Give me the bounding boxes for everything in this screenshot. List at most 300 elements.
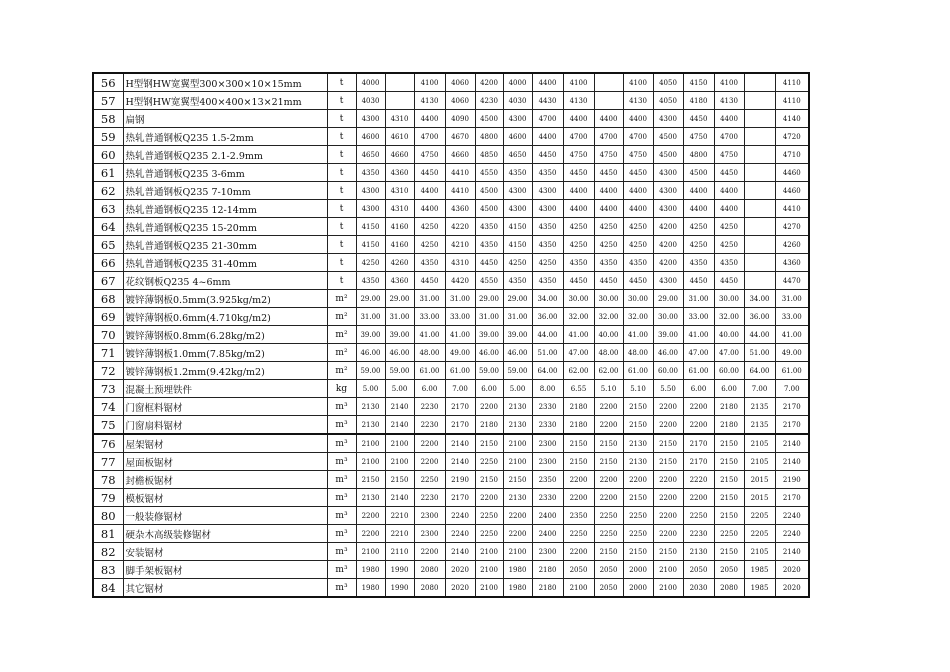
unit-cell: m³	[327, 543, 356, 561]
price-cell: 4450	[714, 164, 744, 182]
price-cell	[744, 272, 775, 290]
price-cell: 4300	[356, 200, 385, 218]
price-cell: 2200	[414, 453, 445, 471]
price-cell: 2180	[714, 416, 744, 435]
price-cell: 4350	[503, 164, 532, 182]
price-cell	[744, 164, 775, 182]
price-cell: 2015	[744, 489, 775, 507]
price-cell: 4250	[414, 236, 445, 254]
price-cell: 4300	[503, 110, 532, 128]
table-row	[93, 182, 809, 200]
material-name: 屋面板锯材	[123, 453, 327, 471]
price-cell: 46.00	[385, 344, 414, 362]
price-cell: 4150	[683, 73, 714, 92]
price-cell	[744, 92, 775, 110]
price-cell: 2130	[503, 489, 532, 507]
price-cell: 36.00	[744, 308, 775, 326]
price-cell: 2150	[714, 543, 744, 561]
row-number: 79	[93, 489, 123, 507]
material-name: 热轧普通钢板Q235 2.1-2.9mm	[123, 146, 327, 164]
price-cell: 2200	[683, 416, 714, 435]
price-cell: 4610	[385, 128, 414, 146]
price-cell: 2200	[653, 525, 683, 543]
table-row	[93, 290, 809, 308]
material-name: 混凝土预埋铁件	[123, 380, 327, 398]
table-row	[93, 398, 809, 416]
price-cell: 2080	[414, 579, 445, 598]
price-cell: 4300	[356, 182, 385, 200]
price-cell: 4000	[503, 73, 532, 92]
price-cell: 2300	[414, 525, 445, 543]
price-cell: 41.00	[775, 326, 809, 344]
row-number: 57	[93, 92, 123, 110]
price-cell: 4310	[385, 182, 414, 200]
price-cell: 2250	[683, 507, 714, 525]
material-name: 热轧普通钢板Q235 15-20mm	[123, 218, 327, 236]
price-cell: 46.00	[356, 344, 385, 362]
price-cell: 4100	[623, 73, 653, 92]
price-cell: 2150	[623, 398, 653, 416]
table-row	[93, 471, 809, 489]
material-name: 屋架锯材	[123, 434, 327, 453]
price-cell: 4500	[653, 128, 683, 146]
price-cell: 4800	[475, 128, 503, 146]
material-name: 热轧普通钢板Q235 31-40mm	[123, 254, 327, 272]
price-cell: 2140	[385, 416, 414, 435]
unit-cell: m³	[327, 434, 356, 453]
price-cell: 4310	[385, 200, 414, 218]
unit-cell: m²	[327, 326, 356, 344]
material-name: 安装锯材	[123, 543, 327, 561]
price-cell: 4250	[356, 254, 385, 272]
material-name: 热轧普通钢板Q235 1.5-2mm	[123, 128, 327, 146]
price-cell: 4150	[503, 236, 532, 254]
price-cell: 2180	[563, 416, 594, 435]
price-cell: 5.00	[385, 380, 414, 398]
price-cell: 33.00	[414, 308, 445, 326]
table-row	[93, 254, 809, 272]
price-cell: 2130	[503, 398, 532, 416]
price-cell: 4650	[503, 146, 532, 164]
row-number: 60	[93, 146, 123, 164]
price-cell: 2230	[414, 489, 445, 507]
price-cell: 4400	[594, 110, 623, 128]
price-cell: 2150	[653, 453, 683, 471]
price-cell: 2150	[714, 453, 744, 471]
price-cell: 6.55	[563, 380, 594, 398]
price-sheet	[92, 72, 810, 598]
price-cell: 2150	[594, 434, 623, 453]
price-cell: 2020	[445, 561, 475, 579]
table-body	[93, 73, 809, 597]
price-cell: 4450	[594, 272, 623, 290]
price-cell: 2240	[445, 507, 475, 525]
price-cell: 6.00	[414, 380, 445, 398]
price-cell: 47.00	[714, 344, 744, 362]
price-cell: 46.00	[475, 344, 503, 362]
price-cell: 4500	[475, 110, 503, 128]
price-cell: 4270	[775, 218, 809, 236]
table-row	[93, 489, 809, 507]
price-cell: 4300	[503, 200, 532, 218]
price-cell: 4750	[414, 146, 445, 164]
price-cell: 2150	[714, 434, 744, 453]
price-cell: 29.00	[356, 290, 385, 308]
price-cell: 2330	[532, 416, 563, 435]
material-name: 门窗框料锯材	[123, 398, 327, 416]
price-cell: 2050	[563, 561, 594, 579]
price-table	[92, 72, 810, 598]
price-cell: 1990	[385, 561, 414, 579]
price-cell: 30.00	[714, 290, 744, 308]
price-cell: 59.00	[475, 362, 503, 380]
table-row	[93, 326, 809, 344]
table-row	[93, 434, 809, 453]
price-cell: 4400	[714, 110, 744, 128]
row-number: 80	[93, 507, 123, 525]
price-cell: 2180	[475, 416, 503, 435]
price-cell: 40.00	[714, 326, 744, 344]
price-cell	[385, 92, 414, 110]
material-name: 镀锌薄钢板0.8mm(6.28kg/m2)	[123, 326, 327, 344]
price-cell: 4410	[445, 182, 475, 200]
price-cell: 2350	[563, 507, 594, 525]
price-cell: 4750	[714, 146, 744, 164]
price-cell: 4250	[683, 218, 714, 236]
price-cell: 4060	[445, 92, 475, 110]
price-cell: 2080	[714, 579, 744, 598]
price-cell: 41.00	[414, 326, 445, 344]
table-row	[93, 73, 809, 92]
price-cell: 2150	[653, 543, 683, 561]
row-number: 72	[93, 362, 123, 380]
price-cell: 4470	[775, 272, 809, 290]
price-cell: 4350	[532, 236, 563, 254]
price-cell: 4300	[653, 200, 683, 218]
price-cell: 61.00	[683, 362, 714, 380]
price-cell: 4650	[356, 146, 385, 164]
row-number: 58	[93, 110, 123, 128]
price-cell: 2250	[475, 453, 503, 471]
unit-cell: m³	[327, 489, 356, 507]
price-cell: 2150	[356, 471, 385, 489]
price-cell: 47.00	[683, 344, 714, 362]
price-cell: 2130	[683, 543, 714, 561]
price-cell: 2220	[683, 471, 714, 489]
row-number: 78	[93, 471, 123, 489]
price-cell: 40.00	[594, 326, 623, 344]
price-cell: 4350	[532, 272, 563, 290]
material-name: 镀锌薄钢板1.2mm(9.42kg/m2)	[123, 362, 327, 380]
price-cell: 4550	[475, 272, 503, 290]
price-cell: 2130	[356, 398, 385, 416]
price-cell: 5.50	[653, 380, 683, 398]
price-cell: 4400	[532, 128, 563, 146]
price-cell: 61.00	[414, 362, 445, 380]
price-cell: 2200	[653, 489, 683, 507]
price-cell: 4110	[775, 73, 809, 92]
price-cell: 2130	[503, 416, 532, 435]
price-cell: 2210	[385, 507, 414, 525]
unit-cell: m²	[327, 290, 356, 308]
price-cell: 2100	[503, 434, 532, 453]
row-number: 69	[93, 308, 123, 326]
price-cell: 2050	[683, 561, 714, 579]
material-name: 镀锌薄钢板0.5mm(3.925kg/m2)	[123, 290, 327, 308]
price-cell: 4850	[475, 146, 503, 164]
price-cell: 32.00	[714, 308, 744, 326]
price-cell: 4750	[623, 146, 653, 164]
price-cell: 31.00	[414, 290, 445, 308]
price-cell: 4450	[475, 254, 503, 272]
price-cell: 39.00	[356, 326, 385, 344]
price-cell: 4350	[503, 272, 532, 290]
price-cell: 4700	[414, 128, 445, 146]
price-cell: 59.00	[385, 362, 414, 380]
price-cell: 44.00	[744, 326, 775, 344]
price-cell: 2150	[503, 471, 532, 489]
price-cell: 41.00	[445, 326, 475, 344]
row-number: 61	[93, 164, 123, 182]
price-cell: 2200	[653, 416, 683, 435]
price-cell: 4500	[475, 200, 503, 218]
row-number: 70	[93, 326, 123, 344]
table-row	[93, 525, 809, 543]
price-cell: 6.00	[683, 380, 714, 398]
material-name: 一般装修锯材	[123, 507, 327, 525]
price-cell: 4300	[653, 272, 683, 290]
row-number: 67	[93, 272, 123, 290]
price-cell: 2150	[594, 453, 623, 471]
price-cell: 51.00	[744, 344, 775, 362]
price-cell: 60.00	[653, 362, 683, 380]
material-name: 热轧普通钢板Q235 3-6mm	[123, 164, 327, 182]
price-cell	[744, 110, 775, 128]
price-cell: 2250	[475, 507, 503, 525]
material-name: 硬杂木高级装修锯材	[123, 525, 327, 543]
price-cell: 31.00	[683, 290, 714, 308]
price-cell: 4230	[475, 92, 503, 110]
price-cell: 30.00	[653, 308, 683, 326]
price-cell: 2150	[714, 471, 744, 489]
price-cell: 2240	[775, 507, 809, 525]
price-cell: 2015	[744, 471, 775, 489]
price-cell: 64.00	[744, 362, 775, 380]
unit-cell: m³	[327, 471, 356, 489]
table-row	[93, 164, 809, 182]
price-cell: 2230	[414, 416, 445, 435]
price-cell: 2105	[744, 434, 775, 453]
price-cell: 4400	[594, 182, 623, 200]
price-cell: 4420	[445, 272, 475, 290]
price-cell: 51.00	[532, 344, 563, 362]
table-row	[93, 92, 809, 110]
price-cell: 29.00	[385, 290, 414, 308]
price-cell: 2180	[532, 579, 563, 598]
material-name: 镀锌薄钢板1.0mm(7.85kg/m2)	[123, 344, 327, 362]
price-cell: 2250	[714, 525, 744, 543]
price-cell: 4400	[532, 73, 563, 92]
price-cell: 31.00	[356, 308, 385, 326]
price-cell: 2100	[356, 434, 385, 453]
price-cell: 4600	[503, 128, 532, 146]
price-cell: 2200	[594, 489, 623, 507]
price-cell: 2105	[744, 543, 775, 561]
price-cell: 2230	[683, 525, 714, 543]
price-cell: 2100	[475, 543, 503, 561]
price-cell	[744, 146, 775, 164]
price-cell: 2300	[532, 434, 563, 453]
price-cell: 1980	[356, 561, 385, 579]
row-number: 83	[93, 561, 123, 579]
price-cell: 2140	[385, 398, 414, 416]
price-cell: 2170	[775, 416, 809, 435]
price-cell: 4450	[414, 272, 445, 290]
price-cell: 2180	[714, 398, 744, 416]
material-name: 热轧普通钢板Q235 12-14mm	[123, 200, 327, 218]
row-number: 76	[93, 434, 123, 453]
price-cell: 4400	[563, 182, 594, 200]
price-cell: 4030	[356, 92, 385, 110]
table-row	[93, 308, 809, 326]
price-cell: 2240	[775, 525, 809, 543]
price-cell: 2200	[683, 489, 714, 507]
price-cell: 4360	[775, 254, 809, 272]
price-cell: 2100	[475, 579, 503, 598]
price-cell	[594, 73, 623, 92]
price-cell: 61.00	[623, 362, 653, 380]
price-cell: 4350	[532, 164, 563, 182]
price-cell: 4100	[563, 73, 594, 92]
table-row	[93, 146, 809, 164]
price-cell: 4350	[475, 236, 503, 254]
price-cell: 4200	[475, 73, 503, 92]
price-cell: 2150	[714, 507, 744, 525]
price-cell: 2190	[445, 471, 475, 489]
price-cell: 2150	[653, 434, 683, 453]
price-cell: 32.00	[623, 308, 653, 326]
price-cell: 8.00	[532, 380, 563, 398]
price-cell: 1990	[385, 579, 414, 598]
price-cell: 2300	[414, 507, 445, 525]
price-cell: 2050	[594, 579, 623, 598]
material-name: 热轧普通钢板Q235 7-10mm	[123, 182, 327, 200]
material-name: 热轧普通钢板Q235 21-30mm	[123, 236, 327, 254]
price-cell: 2130	[623, 434, 653, 453]
unit-cell: t	[327, 218, 356, 236]
unit-cell: m³	[327, 398, 356, 416]
unit-cell: t	[327, 236, 356, 254]
price-cell: 2170	[775, 398, 809, 416]
price-cell: 4450	[623, 164, 653, 182]
price-cell: 4250	[503, 254, 532, 272]
price-cell: 4310	[445, 254, 475, 272]
price-cell: 4350	[356, 272, 385, 290]
price-cell: 4250	[623, 218, 653, 236]
row-number: 63	[93, 200, 123, 218]
price-cell: 4360	[385, 272, 414, 290]
row-number: 84	[93, 579, 123, 598]
price-cell: 4260	[775, 236, 809, 254]
material-name: 脚手架板锯材	[123, 561, 327, 579]
unit-cell: t	[327, 128, 356, 146]
price-cell: 4400	[683, 200, 714, 218]
price-cell: 4250	[414, 218, 445, 236]
price-cell: 4350	[563, 254, 594, 272]
unit-cell: m³	[327, 453, 356, 471]
price-cell: 2110	[385, 543, 414, 561]
price-cell: 4400	[683, 182, 714, 200]
row-number: 82	[93, 543, 123, 561]
price-cell: 4700	[594, 128, 623, 146]
price-cell: 62.00	[594, 362, 623, 380]
price-cell: 31.00	[775, 290, 809, 308]
price-cell: 4400	[414, 182, 445, 200]
price-cell: 31.00	[503, 308, 532, 326]
price-cell: 2400	[532, 507, 563, 525]
price-cell: 2150	[385, 471, 414, 489]
price-cell: 46.00	[653, 344, 683, 362]
price-cell: 4450	[563, 272, 594, 290]
price-cell: 4150	[503, 218, 532, 236]
row-number: 77	[93, 453, 123, 471]
price-cell: 4410	[775, 200, 809, 218]
unit-cell: m²	[327, 362, 356, 380]
price-cell: 4750	[563, 146, 594, 164]
price-cell: 4550	[475, 164, 503, 182]
table-row	[93, 362, 809, 380]
price-cell: 4450	[683, 272, 714, 290]
price-cell: 4600	[356, 128, 385, 146]
price-cell: 4130	[563, 92, 594, 110]
price-cell: 2200	[414, 543, 445, 561]
price-cell: 30.00	[623, 290, 653, 308]
price-cell: 2170	[445, 416, 475, 435]
price-cell: 2250	[623, 507, 653, 525]
price-cell: 39.00	[475, 326, 503, 344]
price-cell: 4800	[683, 146, 714, 164]
price-cell: 4300	[532, 200, 563, 218]
price-cell: 48.00	[594, 344, 623, 362]
price-cell: 4350	[594, 254, 623, 272]
price-cell: 4130	[414, 92, 445, 110]
price-cell: 4140	[775, 110, 809, 128]
price-cell: 4310	[385, 110, 414, 128]
price-cell: 2200	[653, 471, 683, 489]
table-row	[93, 200, 809, 218]
unit-cell: t	[327, 272, 356, 290]
price-cell: 2080	[414, 561, 445, 579]
price-cell: 2135	[744, 416, 775, 435]
price-cell: 61.00	[775, 362, 809, 380]
price-cell: 2150	[623, 543, 653, 561]
price-cell: 2140	[385, 489, 414, 507]
price-cell: 4400	[563, 110, 594, 128]
unit-cell: t	[327, 200, 356, 218]
price-cell: 4300	[653, 110, 683, 128]
material-name: 模板锯材	[123, 489, 327, 507]
price-cell: 2205	[744, 525, 775, 543]
price-cell	[744, 200, 775, 218]
price-cell: 31.00	[475, 308, 503, 326]
price-cell: 1985	[744, 579, 775, 598]
price-cell: 4130	[623, 92, 653, 110]
price-cell: 2150	[623, 416, 653, 435]
price-cell: 4750	[594, 146, 623, 164]
material-name: H型钢HW宽翼型300×300×10×15mm	[123, 73, 327, 92]
price-cell: 2105	[744, 453, 775, 471]
row-number: 65	[93, 236, 123, 254]
